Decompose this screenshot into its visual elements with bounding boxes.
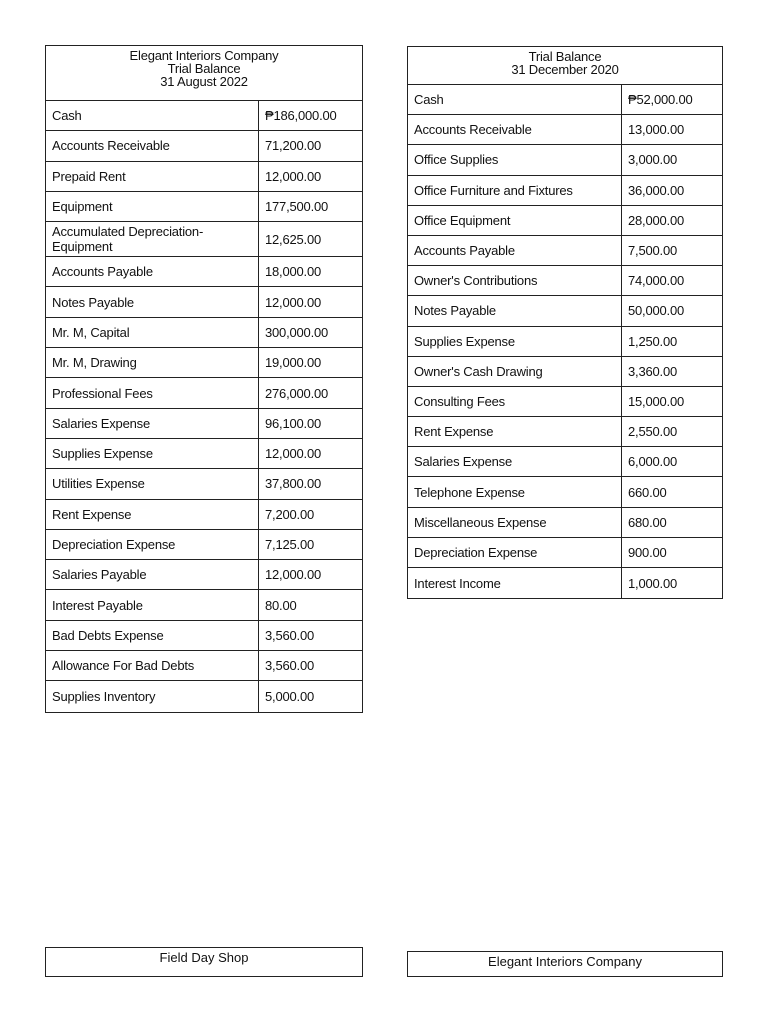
amount-cell: 177,500.00 — [265, 199, 329, 215]
table-row — [46, 257, 362, 287]
table-row — [46, 500, 362, 530]
account-name-cell: Owner's Contributions — [408, 266, 622, 295]
account-name-cell: Equipment — [46, 192, 259, 221]
table-row — [408, 508, 722, 538]
amount-cell: 3,360.00 — [628, 363, 678, 379]
amount-cell: 96,100.00 — [265, 415, 322, 431]
account-name-cell: Supplies Expense — [408, 327, 622, 356]
amount-cell: 276,000.00 — [265, 385, 329, 401]
amount-cell: 37,800.00 — [265, 476, 322, 492]
amount-cell: 12,000.00 — [265, 168, 322, 184]
table-row — [46, 469, 362, 499]
account-name-cell: Office Supplies — [408, 145, 622, 174]
account-name-cell: Consulting Fees — [408, 387, 622, 416]
account-name-cell: Accounts Payable — [408, 236, 622, 265]
table-row — [408, 296, 722, 326]
account-name-cell: Accounts Receivable — [408, 115, 622, 144]
footer-label: Field Day Shop — [159, 950, 249, 965]
amount-cell: 680.00 — [628, 514, 667, 530]
table-row — [46, 621, 362, 651]
table-row — [408, 477, 722, 507]
account-name-cell: Office Furniture and Fixtures — [408, 176, 622, 205]
table-row — [46, 318, 362, 348]
amount-cell: 7,200.00 — [265, 506, 315, 522]
table-row — [408, 417, 722, 447]
account-name-cell: Notes Payable — [408, 296, 622, 325]
account-name-cell: Rent Expense — [408, 417, 622, 446]
amount-cell: 28,000.00 — [628, 212, 685, 228]
amount-cell: 3,560.00 — [265, 627, 315, 643]
table-row — [46, 348, 362, 378]
trial-balance-table-december-2020 — [407, 46, 723, 599]
account-name-cell: Salaries Payable — [46, 560, 259, 589]
account-name-cell: Depreciation Expense — [408, 538, 622, 567]
table-row — [408, 206, 722, 236]
table-row — [408, 327, 722, 357]
amount-cell: 13,000.00 — [628, 122, 685, 138]
report-date: 31 December 2020 — [511, 62, 619, 77]
table-row — [408, 236, 722, 266]
table-row — [46, 651, 362, 681]
amount-cell: 6,000.00 — [628, 454, 678, 470]
table-header — [46, 46, 362, 101]
table-row — [408, 85, 722, 115]
account-name-cell: Allowance For Bad Debts — [46, 651, 259, 680]
table-row — [46, 409, 362, 439]
account-name-cell: Accounts Receivable — [46, 131, 259, 160]
account-name-cell: Owner's Cash Drawing — [408, 357, 622, 386]
amount-cell: 18,000.00 — [265, 264, 322, 280]
table-row — [46, 101, 362, 131]
table-header — [408, 47, 722, 85]
table-row — [46, 192, 362, 222]
table-row — [408, 357, 722, 387]
amount-cell: 1,250.00 — [628, 333, 678, 349]
amount-cell: 7,500.00 — [628, 243, 678, 259]
report-title: Trial Balance — [167, 61, 241, 76]
footer-box-elegant-interiors — [407, 951, 723, 977]
account-name-cell: Notes Payable — [46, 287, 259, 316]
table-row — [46, 222, 362, 257]
amount-cell: 80.00 — [265, 597, 297, 613]
table-row — [46, 530, 362, 560]
account-name-cell: Accumulated Depreciation-Equipment — [46, 222, 259, 256]
amount-cell: 5,000.00 — [265, 688, 315, 704]
table-row — [46, 439, 362, 469]
amount-cell: 900.00 — [628, 544, 667, 560]
table-row — [46, 162, 362, 192]
table-row — [408, 266, 722, 296]
amount-cell: 12,625.00 — [265, 231, 322, 247]
amount-cell: 74,000.00 — [628, 273, 685, 289]
account-name-cell: Accounts Payable — [46, 257, 259, 286]
footer-label: Elegant Interiors Company — [488, 954, 642, 969]
account-name-cell: Cash — [46, 101, 259, 130]
account-name-cell: Utilities Expense — [46, 469, 259, 498]
account-name-cell: Depreciation Expense — [46, 530, 259, 559]
amount-cell: 12,000.00 — [265, 446, 322, 462]
trial-balance-table-august-2022 — [45, 45, 363, 713]
amount-cell: 12,000.00 — [265, 294, 322, 310]
amount-cell: 7,125.00 — [265, 537, 315, 552]
account-name-cell: Miscellaneous Expense — [408, 508, 622, 537]
amount-cell: ₱52,000.00 — [628, 92, 693, 108]
amount-cell: 71,200.00 — [265, 138, 322, 154]
account-name-cell: Supplies Expense — [46, 439, 259, 468]
table-row — [408, 538, 722, 568]
account-name-cell: Cash — [408, 85, 622, 114]
report-date: 31 August 2022 — [160, 74, 248, 89]
account-name-cell: Professional Fees — [46, 378, 259, 407]
account-name-cell: Bad Debts Expense — [46, 621, 259, 650]
amount-cell: 15,000.00 — [628, 393, 685, 409]
amount-cell: 36,000.00 — [628, 182, 685, 198]
amount-cell: 1,000.00 — [628, 575, 678, 591]
amount-cell: 3,000.00 — [628, 152, 678, 168]
table-row — [46, 131, 362, 161]
amount-cell: 50,000.00 — [628, 303, 685, 319]
table-row — [408, 176, 722, 206]
table-row — [408, 115, 722, 145]
table-row — [408, 145, 722, 175]
table-row — [46, 560, 362, 590]
account-name-cell: Salaries Expense — [408, 447, 622, 476]
table-body — [408, 85, 722, 598]
table-row — [46, 590, 362, 620]
company-name: Elegant Interiors Company — [129, 48, 279, 63]
account-name-cell: Supplies Inventory — [46, 681, 259, 711]
amount-cell: 3,560.00 — [265, 658, 315, 674]
amount-cell: 12,000.00 — [265, 567, 322, 583]
table-row — [46, 287, 362, 317]
table-row — [46, 378, 362, 408]
account-name-cell: Mr. M, Drawing — [46, 348, 259, 377]
report-title: Trial Balance — [528, 49, 602, 64]
account-name-cell: Interest Income — [408, 568, 622, 598]
amount-cell: ₱186,000.00 — [265, 108, 337, 124]
table-row — [408, 387, 722, 417]
amount-cell: 2,550.00 — [628, 424, 678, 440]
account-name-cell: Rent Expense — [46, 500, 259, 529]
table-row — [408, 447, 722, 477]
account-name-cell: Prepaid Rent — [46, 162, 259, 191]
account-name-cell: Office Equipment — [408, 206, 622, 235]
amount-cell: 19,000.00 — [265, 355, 322, 371]
footer-box-field-day-shop — [45, 947, 363, 977]
account-name-cell: Interest Payable — [46, 590, 259, 619]
table-row — [46, 681, 362, 711]
account-name-cell: Salaries Expense — [46, 409, 259, 438]
amount-cell: 300,000.00 — [265, 324, 329, 340]
account-name-cell: Mr. M, Capital — [46, 318, 259, 347]
account-name-cell: Telephone Expense — [408, 477, 622, 506]
table-row — [408, 568, 722, 598]
table-body — [46, 101, 362, 712]
amount-cell: 660.00 — [628, 484, 667, 500]
